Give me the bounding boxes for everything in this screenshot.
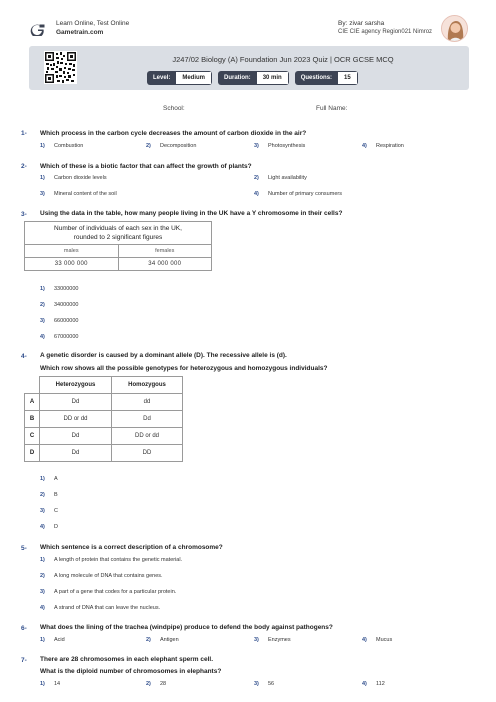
level-value: Medium bbox=[176, 71, 212, 85]
option-number: 4) bbox=[362, 143, 367, 149]
answer-option[interactable] bbox=[40, 175, 107, 181]
option-label: D bbox=[54, 524, 58, 530]
page-header bbox=[0, 0, 496, 46]
table-row bbox=[25, 428, 183, 445]
question-number: 2- bbox=[21, 163, 27, 170]
table-corner bbox=[25, 377, 40, 394]
question-number: 6- bbox=[21, 625, 27, 632]
option-label: Mineral content of the soil bbox=[54, 191, 117, 197]
row-label: B bbox=[25, 411, 40, 428]
answer-option[interactable] bbox=[40, 508, 58, 514]
answer-option[interactable] bbox=[40, 286, 78, 292]
question-text: A genetic disorder is caused by a dominant allele (D). The recessive allele is (d). bbox=[40, 352, 287, 359]
option-number: 2) bbox=[146, 637, 151, 643]
table-col-homozygous: Homozygous bbox=[112, 377, 183, 394]
answer-option[interactable] bbox=[254, 637, 291, 643]
question-text: Which sentence is a correct description of a chromosome? bbox=[40, 544, 223, 551]
answer-option[interactable] bbox=[40, 302, 78, 308]
option-label: A bbox=[54, 476, 58, 482]
answer-option[interactable] bbox=[362, 143, 404, 149]
option-number: 2) bbox=[40, 492, 45, 498]
level-label: Level: bbox=[147, 71, 176, 85]
duration-value: 30 min bbox=[257, 71, 289, 85]
option-label: Photosynthesis bbox=[268, 143, 306, 149]
option-label: C bbox=[54, 508, 58, 514]
table-value-females: 34 000 000 bbox=[118, 258, 212, 271]
answer-option[interactable] bbox=[40, 334, 78, 340]
option-label: 34000000 bbox=[54, 302, 79, 308]
table-value-males: 33 000 000 bbox=[25, 258, 119, 271]
answer-option[interactable] bbox=[40, 557, 182, 563]
option-number: 1) bbox=[40, 637, 45, 643]
option-number: 3) bbox=[254, 143, 259, 149]
option-label: 33000000 bbox=[54, 286, 79, 292]
option-number: 3) bbox=[254, 637, 259, 643]
answer-option[interactable] bbox=[40, 681, 60, 687]
quiz-meta bbox=[147, 71, 358, 85]
option-number: 1) bbox=[40, 143, 45, 149]
answer-option[interactable] bbox=[254, 143, 305, 149]
option-label: A long molecule of DNA that contains genes. bbox=[54, 573, 163, 579]
question-text: Using the data in the table, how many people living in the UK have a Y chromosome in their cells? bbox=[40, 210, 343, 217]
answer-option[interactable] bbox=[254, 175, 307, 181]
table-heading-line2: rounded to 2 significant figures bbox=[73, 234, 163, 241]
quiz-title: J247/02 Biology (A) Foundation Jun 2023 Quiz | OCR GCSE MCQ bbox=[172, 55, 394, 64]
answer-option[interactable] bbox=[254, 191, 342, 197]
option-number: 1) bbox=[40, 286, 45, 292]
option-number: 4) bbox=[362, 637, 367, 643]
cell-homozygous: Dd bbox=[112, 411, 183, 428]
option-label: 67000000 bbox=[54, 334, 79, 340]
gametrain-logo-icon bbox=[30, 24, 45, 36]
question-text: There are 28 chromosomes in each elephant sperm cell. bbox=[40, 656, 214, 663]
option-label: A part of a gene that codes for a particular protein. bbox=[54, 589, 177, 595]
option-number: 1) bbox=[40, 681, 45, 687]
answer-option[interactable] bbox=[146, 681, 166, 687]
cell-heterozygous: Dd bbox=[40, 445, 112, 462]
answer-option[interactable] bbox=[40, 605, 160, 611]
question-text: Which of these is a biotic factor that can affect the growth of plants? bbox=[40, 163, 252, 170]
cell-homozygous: DD or dd bbox=[112, 428, 183, 445]
option-label: Carbon dioxide levels bbox=[54, 175, 107, 181]
question-number: 4- bbox=[21, 353, 27, 360]
option-label: A strand of DNA that can leave the nucleus. bbox=[54, 605, 161, 611]
option-label: Combustion bbox=[54, 143, 84, 149]
questions-pill bbox=[295, 71, 358, 85]
cell-heterozygous: DD or dd bbox=[40, 411, 112, 428]
answer-option[interactable] bbox=[146, 143, 196, 149]
answer-option[interactable] bbox=[40, 492, 58, 498]
table-heading bbox=[25, 222, 212, 245]
author-name: By: zivar sarsha bbox=[338, 20, 385, 27]
questions-value: 15 bbox=[338, 71, 358, 85]
option-number: 4) bbox=[40, 334, 45, 340]
option-label: Mucus bbox=[376, 637, 393, 643]
option-number: 3) bbox=[40, 318, 45, 324]
option-number: 3) bbox=[40, 508, 45, 514]
option-number: 3) bbox=[254, 681, 259, 687]
cell-heterozygous: Dd bbox=[40, 394, 112, 411]
cell-homozygous: dd bbox=[112, 394, 183, 411]
table-col-heterozygous: Heterozygous bbox=[40, 377, 112, 394]
author-org: CIE CIE agency Region021 Nimroz bbox=[338, 29, 433, 35]
question-number: 3- bbox=[21, 211, 27, 218]
option-number: 4) bbox=[40, 524, 45, 530]
answer-option[interactable] bbox=[40, 191, 117, 197]
answer-option[interactable] bbox=[40, 637, 65, 643]
option-number: 4) bbox=[362, 681, 367, 687]
duration-pill bbox=[218, 71, 289, 85]
option-label: 14 bbox=[54, 681, 61, 687]
answer-option[interactable] bbox=[40, 318, 78, 324]
option-number: 4) bbox=[40, 605, 45, 611]
answer-option[interactable] bbox=[40, 573, 163, 579]
option-number: 1) bbox=[40, 476, 45, 482]
brand-site[interactable]: Gametrain.com bbox=[56, 29, 104, 36]
question-text-line2: What is the diploid number of chromosomes in elephants? bbox=[40, 668, 222, 675]
option-label: Antigen bbox=[160, 637, 179, 643]
option-number: 2) bbox=[254, 175, 259, 181]
answer-option[interactable] bbox=[40, 143, 83, 149]
question-number: 7- bbox=[21, 657, 27, 664]
question-number: 5- bbox=[21, 545, 27, 552]
avatar-portrait-icon bbox=[442, 16, 468, 42]
row-label: A bbox=[25, 394, 40, 411]
question-text: Which process in the carbon cycle decreases the amount of carbon dioxide in the air? bbox=[40, 130, 307, 137]
option-label: Enzymes bbox=[268, 637, 291, 643]
table-row bbox=[25, 411, 183, 428]
row-label: C bbox=[25, 428, 40, 445]
option-label: Decomposition bbox=[160, 143, 197, 149]
table-row bbox=[25, 394, 183, 411]
answer-option[interactable] bbox=[40, 589, 176, 595]
cell-homozygous: DD bbox=[112, 445, 183, 462]
question-text-line2: Which row shows all the possible genotypes for heterozygous and homozygous individuals? bbox=[40, 365, 328, 372]
duration-label: Duration: bbox=[218, 71, 257, 85]
answer-option[interactable] bbox=[362, 681, 385, 687]
table-heading-line1: Number of individuals of each sex in the UK, bbox=[54, 225, 182, 232]
brand-tagline: Learn Online, Test Online bbox=[56, 20, 130, 27]
option-number: 3) bbox=[40, 191, 45, 197]
option-number: 4) bbox=[254, 191, 259, 197]
answer-option[interactable] bbox=[40, 524, 58, 530]
option-label: 66000000 bbox=[54, 318, 79, 324]
fullname-label: Full Name: bbox=[316, 105, 348, 112]
school-label: School: bbox=[163, 105, 185, 112]
option-number: 2) bbox=[40, 573, 45, 579]
answer-option[interactable] bbox=[40, 476, 58, 482]
option-label: 56 bbox=[268, 681, 275, 687]
table-col-females: females bbox=[118, 245, 212, 258]
option-label: Light availability bbox=[268, 175, 307, 181]
option-label: Respiration bbox=[376, 143, 404, 149]
option-label: A length of protein that contains the genetic material. bbox=[54, 557, 183, 563]
genotype-table bbox=[24, 376, 183, 462]
option-number: 1) bbox=[40, 175, 45, 181]
table-col-males: males bbox=[25, 245, 119, 258]
level-pill bbox=[147, 71, 212, 85]
option-label: B bbox=[54, 492, 58, 498]
option-label: 28 bbox=[160, 681, 167, 687]
option-number: 2) bbox=[40, 302, 45, 308]
option-label: 112 bbox=[376, 681, 385, 687]
option-number: 2) bbox=[146, 143, 151, 149]
answer-option[interactable] bbox=[362, 637, 392, 643]
question-text: What does the lining of the trachea (windpipe) produce to defend the body against pathogens? bbox=[40, 624, 333, 631]
questions-label: Questions: bbox=[295, 71, 338, 85]
option-number: 2) bbox=[146, 681, 151, 687]
option-number: 1) bbox=[40, 557, 45, 563]
answer-option[interactable] bbox=[146, 637, 179, 643]
option-label: Number of primary consumers bbox=[268, 191, 342, 197]
avatar[interactable] bbox=[441, 15, 468, 42]
option-number: 3) bbox=[40, 589, 45, 595]
population-table bbox=[24, 221, 212, 271]
cell-heterozygous: Dd bbox=[40, 428, 112, 445]
row-label: D bbox=[25, 445, 40, 462]
question-number: 1- bbox=[21, 130, 27, 137]
table-row bbox=[25, 445, 183, 462]
answer-option[interactable] bbox=[254, 681, 274, 687]
option-label: Acid bbox=[54, 637, 65, 643]
